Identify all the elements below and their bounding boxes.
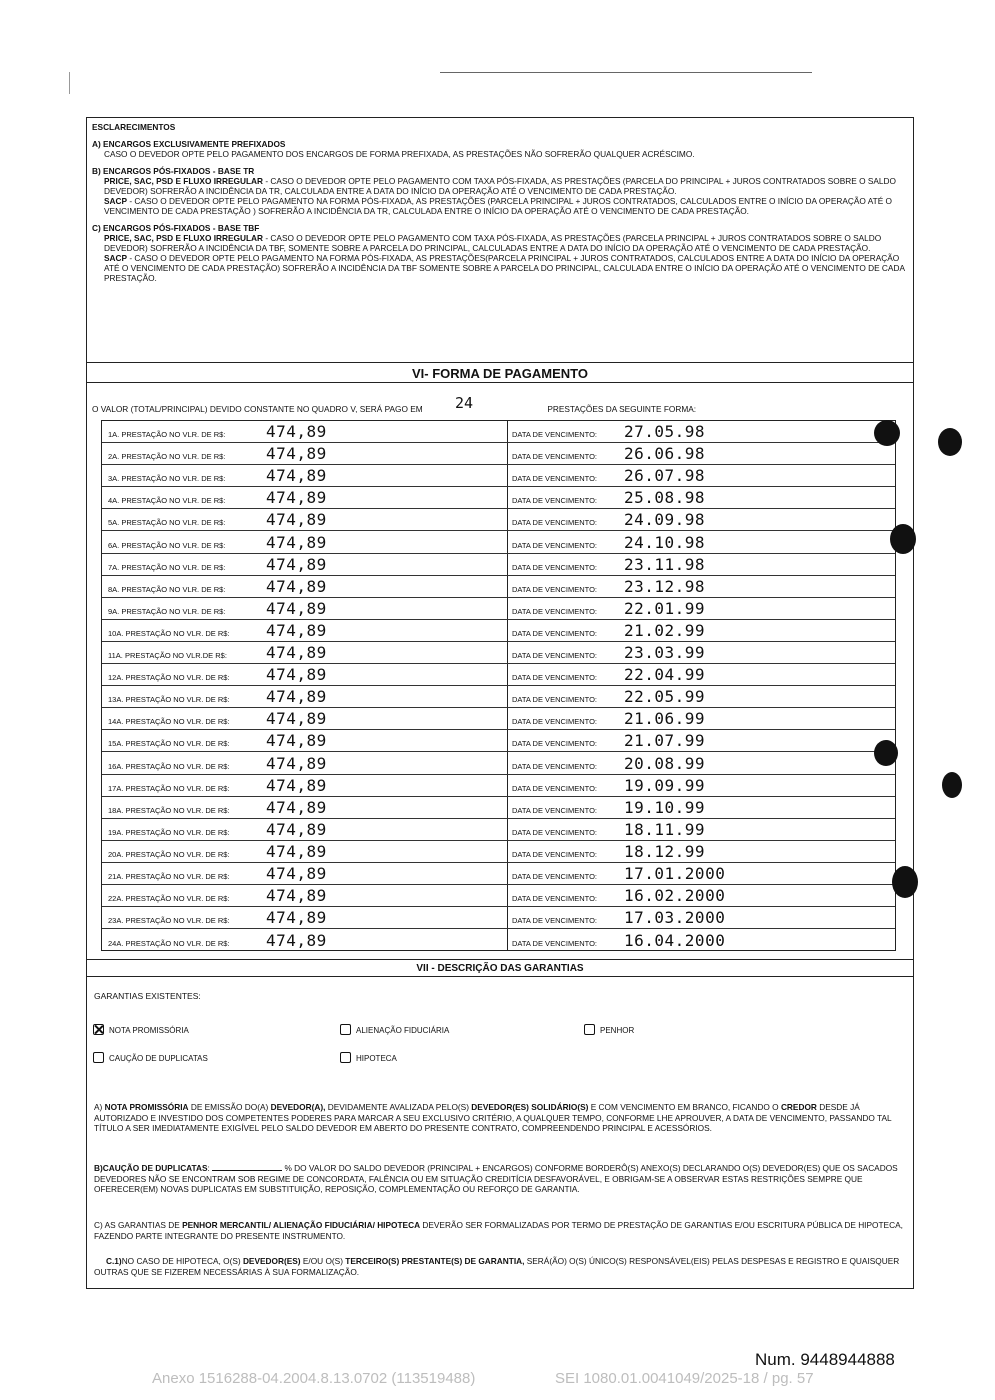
form-frame [86, 117, 914, 1289]
due-date-label: DATA DE VENCIMENTO: [512, 805, 598, 815]
encargos-tbf-sacp-paragraph [92, 253, 907, 283]
installment-row [102, 885, 895, 907]
due-date-label: DATA DE VENCIMENTO: [512, 496, 598, 506]
checkbox-hipoteca[interactable] [340, 1052, 397, 1063]
punch-hole-mark [892, 866, 918, 898]
installment-label: 12A. PRESTAÇÃO NO VLR. DE R$: [108, 673, 230, 683]
due-date-label: DATA DE VENCIMENTO: [512, 872, 598, 882]
installment-row [102, 487, 895, 509]
installment-row [102, 532, 895, 554]
installment-row [102, 686, 895, 708]
due-date-label: DATA DE VENCIMENTO: [512, 783, 598, 793]
installment-value: 474,89 [266, 886, 327, 906]
clause-text: DEVERÃO SER FORMALIZADAS POR TERMO DE PRESTAÇÃO DE GARANTIAS E/OU ESCRITURA PÚBLICA DE HIPOTECA, FAZENDO PARTE INTEGRANTE DO PRESENTE INSTRUMENTO. [94, 1220, 903, 1241]
bold-term: DEVEDOR(ES) SOLIDÁRIO(S) [471, 1102, 589, 1112]
installment-row [102, 775, 895, 797]
left-scan-mark [69, 72, 70, 94]
encargos-tr-price-paragraph [92, 176, 907, 196]
clause-text: : [207, 1163, 210, 1173]
installment-value: 474,89 [266, 908, 327, 928]
installment-value: 474,89 [266, 665, 327, 685]
installment-label: 3A. PRESTAÇÃO NO VLR. DE R$: [108, 474, 226, 484]
installment-count: 24 [455, 394, 474, 412]
due-date-label: DATA DE VENCIMENTO: [512, 717, 598, 727]
price-text: - CASO O DEVEDOR OPTE PELO PAGAMENTO COM TAXA PÓS-FIXADA, AS PRESTAÇÕES (PARCELA PRINCIPAL + JUROS CONTRATADOS SOBRE O SALDO DEVEDOR) SOFRERÃO A INCIDÊNCIA DA TBF, SOMENTE SOBRE A PARCELA DO PRINCIPAL, CALCULADAS ENTRE A DATA DO INÍCIO DA OPERAÇÃO ATÉ O VENCIMENTO DE CADA PRESTAÇÃO. [104, 233, 882, 253]
sacp-label: SACP [104, 196, 128, 206]
checkbox-alienacao-fiduciaria[interactable] [340, 1024, 449, 1035]
checkbox-empty-icon [584, 1024, 595, 1035]
installment-value: 474,89 [266, 931, 327, 951]
punch-hole-mark [938, 428, 962, 456]
installment-row [102, 730, 895, 752]
garantia-b-paragraph [94, 1163, 907, 1195]
encargos-tr-title: B) ENCARGOS PÓS-FIXADOS - BASE TR [92, 166, 255, 176]
installment-value: 474,89 [266, 643, 327, 663]
punch-hole-mark [874, 420, 900, 446]
encargos-tr-sacp-paragraph [92, 196, 907, 216]
annex-reference: Anexo 1516288-04.2004.8.13.0702 (113519488) [152, 1370, 476, 1387]
clause-text: E/OU O(S) [300, 1256, 346, 1266]
due-date-value: 16.04.2000 [624, 931, 726, 951]
due-date-label: DATA DE VENCIMENTO: [512, 606, 598, 616]
installment-row [102, 664, 895, 686]
due-date-label: DATA DE VENCIMENTO: [512, 673, 598, 683]
clause-text: DEVIDAMENTE AVALIZADA PELO(S) [325, 1102, 472, 1112]
installment-row [102, 753, 895, 775]
due-date-value: 19.09.99 [624, 775, 706, 795]
encargos-tbf-title: C) ENCARGOS PÓS-FIXADOS - BASE TBF [92, 223, 260, 233]
installment-value: 474,89 [266, 576, 327, 596]
installment-label: 17A. PRESTAÇÃO NO VLR. DE R$: [108, 783, 230, 793]
installment-label: 9A. PRESTAÇÃO NO VLR. DE R$: [108, 606, 226, 616]
installment-label: 6A. PRESTAÇÃO NO VLR. DE R$: [108, 540, 226, 550]
bold-term: C.1) [106, 1256, 122, 1266]
due-date-label: DATA DE VENCIMENTO: [512, 894, 598, 904]
installment-row [102, 443, 895, 465]
installment-label: 13A. PRESTAÇÃO NO VLR. DE R$: [108, 695, 230, 705]
installment-label: 21A. PRESTAÇÃO NO VLR. DE R$: [108, 872, 230, 882]
installment-label: 10A. PRESTAÇÃO NO VLR. DE R$: [108, 628, 230, 638]
intro-before: O VALOR (TOTAL/PRINCIPAL) DEVIDO CONSTANTE NO QUADRO V, SERÁ PAGO EM [92, 404, 423, 414]
installment-row [102, 797, 895, 819]
due-date-value: 23.12.98 [624, 576, 706, 596]
checkbox-label: CAUÇÃO DE DUPLICATAS [109, 1054, 208, 1063]
checkbox-penhor[interactable] [584, 1024, 634, 1035]
checkbox-label: PENHOR [600, 1026, 635, 1035]
due-date-value: 23.11.98 [624, 554, 706, 574]
document-number: Num. 9448944888 [755, 1350, 895, 1369]
due-date-label: DATA DE VENCIMENTO: [512, 562, 598, 572]
installment-value: 474,89 [266, 687, 327, 707]
encargos-tbf-price-paragraph [92, 233, 907, 253]
due-date-value: 26.06.98 [624, 444, 706, 464]
due-date-value: 26.07.98 [624, 466, 706, 486]
bold-term: PENHOR MERCANTIL/ ALIENAÇÃO FIDUCIÁRIA/ HIPOTECA [182, 1220, 421, 1230]
installment-row [102, 642, 895, 664]
installment-label: 4A. PRESTAÇÃO NO VLR. DE R$: [108, 496, 226, 506]
punch-hole-mark [890, 524, 916, 554]
pagamento-intro [92, 394, 697, 416]
esclarecimentos-section [87, 118, 913, 365]
clause-text: DESDE JÁ AUTORIZADO E INVESTIDO DOS COMPETENTES PODERES PARA MARCAR A SEU EXCLUSIVO CRITÉRIO, A QUALQUER TEMPO, CONFORME LHE APROUVER, A DATA DE VENCIMENTO, PASSANDO TAL TÍTULO A SER IMEDIATAMENTE EXIGÍVEL PELO SALDO DEVEDOR EM ABERTO DO PRESENTE CONTRATO, COMPREENDENDO PRINCIPAL E ACESSÓRIOS. [94, 1102, 892, 1133]
installment-value: 474,89 [266, 510, 327, 530]
clause-prefix: A) [94, 1102, 105, 1112]
due-date-value: 19.10.99 [624, 797, 706, 817]
sacp-text: - CASO O DEVEDOR OPTE PELO PAGAMENTO NA FORMA PÓS-FIXADA, AS PRESTAÇÕES (PARCELA PRINCIPAL + JUROS CONTRATADOS, CALCULADOS ENTRE O INÍCIO DA OPERAÇÃO ATÉ O VENCIMENTO DE CADA PRESTAÇÃO ) SOFRERÃO A INCIDÊNCIA DA TR, CALCULADA ENTRE O INÍCIO DA OPERAÇÃO ATÉ O VENCIMENTO DE CADA PRESTAÇÃO. [104, 196, 892, 216]
installment-value: 474,89 [266, 532, 327, 552]
percent-blank[interactable] [212, 1170, 282, 1171]
price-label: PRICE, SAC, PSD E FLUXO IRREGULAR [104, 233, 264, 243]
installment-label: 22A. PRESTAÇÃO NO VLR. DE R$: [108, 894, 230, 904]
installment-label: 23A. PRESTAÇÃO NO VLR. DE R$: [108, 916, 230, 926]
due-date-value: 27.05.98 [624, 422, 706, 442]
installment-row [102, 708, 895, 730]
installment-value: 474,89 [266, 841, 327, 861]
divider [87, 382, 913, 383]
installment-label: 5A. PRESTAÇÃO NO VLR. DE R$: [108, 518, 226, 528]
installment-label: 7A. PRESTAÇÃO NO VLR. DE R$: [108, 562, 226, 572]
installment-row [102, 554, 895, 576]
encargos-prefixados-text: CASO O DEVEDOR OPTE PELO PAGAMENTO DOS ENCARGOS DE FORMA PREFIXADA, AS PRESTAÇÕES NÃO SOFRERÃO QUALQUER ACRÉSCIMO. [104, 149, 695, 159]
due-date-value: 21.02.99 [624, 620, 706, 640]
punch-hole-mark [942, 772, 962, 798]
installment-value: 474,89 [266, 422, 327, 442]
installment-row [102, 576, 895, 598]
installment-value: 474,89 [266, 620, 327, 640]
due-date-label: DATA DE VENCIMENTO: [512, 739, 598, 749]
clause-text: SERÁ(ÃO) O(S) ÚNICO(S) RESPONSÁVEL(EIS) PELAS DESPESAS E REGISTRO E QUAISQUER OUTRAS QUE SE FIZEREM NECESSÁRIAS À SUA FORMALIZAÇÃO. [94, 1256, 900, 1277]
due-date-label: DATA DE VENCIMENTO: [512, 761, 598, 771]
price-label: PRICE, SAC, PSD E FLUXO IRREGULAR [104, 176, 264, 186]
due-date-value: 24.09.98 [624, 510, 706, 530]
clause-text: DE EMISSÃO DO(A) [188, 1102, 271, 1112]
installment-label: 14A. PRESTAÇÃO NO VLR. DE R$: [108, 717, 230, 727]
garantia-a-paragraph [94, 1102, 907, 1134]
checkbox-caucao-duplicatas[interactable] [93, 1052, 208, 1063]
divider [87, 976, 913, 977]
due-date-value: 18.12.99 [624, 841, 706, 861]
due-date-label: DATA DE VENCIMENTO: [512, 452, 598, 462]
installment-value: 474,89 [266, 709, 327, 729]
due-date-label: DATA DE VENCIMENTO: [512, 651, 598, 661]
due-date-label: DATA DE VENCIMENTO: [512, 518, 598, 528]
due-date-label: DATA DE VENCIMENTO: [512, 540, 598, 550]
due-date-label: DATA DE VENCIMENTO: [512, 916, 598, 926]
clause-text: NO CASO DE HIPOTECA, O(S) [121, 1256, 243, 1266]
installment-label: 8A. PRESTAÇÃO NO VLR. DE R$: [108, 584, 226, 594]
due-date-value: 24.10.98 [624, 532, 706, 552]
due-date-value: 21.06.99 [624, 709, 706, 729]
checkbox-checked-icon [93, 1024, 104, 1035]
due-date-value: 22.04.99 [624, 665, 706, 685]
installment-row [102, 509, 895, 531]
bold-term: NOTA PROMISSÓRIA [104, 1102, 189, 1112]
checkbox-nota-promissoria[interactable] [93, 1024, 189, 1035]
due-date-value: 22.05.99 [624, 687, 706, 707]
installment-value: 474,89 [266, 444, 327, 464]
installment-label: 2A. PRESTAÇÃO NO VLR. DE R$: [108, 452, 226, 462]
esclarecimentos-title: ESCLARECIMENTOS [92, 122, 176, 132]
installment-value: 474,89 [266, 864, 327, 884]
installment-label: 19A. PRESTAÇÃO NO VLR. DE R$: [108, 827, 230, 837]
bold-term: DEVEDOR(ES) [242, 1256, 301, 1266]
installment-label: 11A. PRESTAÇÃO NO VLR.DE R$: [108, 651, 227, 661]
clause-text: C) AS GARANTIAS DE [94, 1220, 183, 1230]
installment-value: 474,89 [266, 753, 327, 773]
due-date-value: 23.03.99 [624, 643, 706, 663]
installment-label: 1A. PRESTAÇÃO NO VLR. DE R$: [108, 430, 226, 440]
installment-row [102, 421, 895, 443]
due-date-value: 25.08.98 [624, 488, 706, 508]
garantias-title: VII - DESCRIÇÃO DAS GARANTIAS [416, 963, 584, 974]
due-date-label: DATA DE VENCIMENTO: [512, 827, 598, 837]
installment-value: 474,89 [266, 488, 327, 508]
due-date-label: DATA DE VENCIMENTO: [512, 628, 598, 638]
garantia-c1-paragraph [94, 1256, 907, 1277]
checkbox-label: HIPOTECA [356, 1054, 397, 1063]
due-date-label: DATA DE VENCIMENTO: [512, 849, 598, 859]
installment-row [102, 841, 895, 863]
installment-row [102, 929, 895, 951]
checkbox-label: ALIENAÇÃO FIDUCIÁRIA [356, 1026, 450, 1035]
clause-text: % DO VALOR DO SALDO DEVEDOR (PRINCIPAL + ENCARGOS) CONFORME BORDERÔ(S) ANEXO(S) DECLARANDO O(S) DEVEDOR(ES) QUE OS SACADOS DEVEDORES NÃO SE ENCONTRAM SOB REGIME DE CONCORDATA, FALÊNCIA OU EM SITUAÇÃO CREDITÍCIA DESFAVORÁVEL, E OBRIGAM-SE A OBSERVAR ESTAS RESTRIÇÕES SEMPRE QUE OFERECER(EM) NOVAS DUPLICATAS EM SUBSTITUIÇÃO, REPOSIÇÃO, COMPLEMENTAÇÃO OU REFORÇO DE GARANTIA. [94, 1163, 898, 1194]
installment-value: 474,89 [266, 775, 327, 795]
due-date-value: 22.01.99 [624, 598, 706, 618]
sacp-text: - CASO O DEVEDOR OPTE PELO PAGAMENTO NA FORMA PÓS-FIXADA, AS PRESTAÇÕES(PARCELA PRINCIPAL + JUROS CONTRATADOS, CALCULADOS ENTRE A DATA DO INÍCIO DA OPERAÇÃO ATÉ O VENCIMENTO DE CADA PRESTAÇÃO) SOFRERÃO A INCIDÊNCIA DA TBF SOMENTE SOBRE A PARCELA DO PRINCIPAL, CALCULADA ENTRE O INÍCIO DA OPERAÇÃO ATÉ O VENCIMENTO DE CADA PRESTAÇÃO. [104, 253, 905, 283]
installment-row [102, 465, 895, 487]
checkbox-empty-icon [340, 1024, 351, 1035]
installment-value: 474,89 [266, 554, 327, 574]
installment-row [102, 598, 895, 620]
encargos-prefixados-title: A) ENCARGOS EXCLUSIVAMENTE PREFIXADOS [92, 139, 286, 149]
price-text: - CASO O DEVEDOR OPTE PELO PAGAMENTO COM TAXA PÓS-FIXADA, AS PRESTAÇÕES (PARCELA DO PRINCIPAL + JUROS CONTRATADOS SOBRE O SALDO DEVEDOR) SOFRERÃO A INCIDÊNCIA DA TR, CALCULADA ENTRE A DATA DO INÍCIO DA OPERAÇÃO ATÉ O VENCIMENTO DE CADA PRESTAÇÃO. [104, 176, 896, 196]
installment-value: 474,89 [266, 466, 327, 486]
bold-term: TERCEIRO(S) PRESTANTE(S) DE GARANTIA, [345, 1256, 525, 1266]
installment-row [102, 819, 895, 841]
clause-text: E COM VENCIMENTO EM BRANCO, FICANDO O [588, 1102, 781, 1112]
sacp-label: SACP [104, 253, 128, 263]
installment-label: 18A. PRESTAÇÃO NO VLR. DE R$: [108, 805, 230, 815]
installment-value: 474,89 [266, 598, 327, 618]
garantias-existentes-label: GARANTIAS EXISTENTES: [94, 991, 201, 1001]
installment-row [102, 620, 895, 642]
bold-term: B)CAUÇÃO DE DUPLICATAS [94, 1163, 208, 1173]
due-date-value: 21.07.99 [624, 731, 706, 751]
forma-pagamento-title: VI- FORMA DE PAGAMENTO [412, 366, 588, 381]
checkbox-label: NOTA PROMISSÓRIA [109, 1026, 189, 1035]
due-date-value: 20.08.99 [624, 753, 706, 773]
installment-value: 474,89 [266, 797, 327, 817]
punch-hole-mark [874, 740, 898, 766]
installment-label: 24A. PRESTAÇÃO NO VLR. DE R$: [108, 939, 230, 949]
garantia-c-paragraph [94, 1220, 907, 1241]
divider [87, 362, 913, 363]
installment-label: 15A. PRESTAÇÃO NO VLR. DE R$: [108, 739, 230, 749]
installment-value: 474,89 [266, 731, 327, 751]
installment-label: 20A. PRESTAÇÃO NO VLR. DE R$: [108, 849, 230, 859]
checkbox-empty-icon [340, 1052, 351, 1063]
due-date-label: DATA DE VENCIMENTO: [512, 695, 598, 705]
due-date-value: 18.11.99 [624, 819, 706, 839]
due-date-value: 16.02.2000 [624, 886, 726, 906]
installment-row [102, 907, 895, 929]
intro-after: PRESTAÇÕES DA SEGUINTE FORMA: [547, 404, 697, 414]
due-date-label: DATA DE VENCIMENTO: [512, 584, 598, 594]
due-date-label: DATA DE VENCIMENTO: [512, 430, 598, 440]
sei-reference: SEI 1080.01.0041049/2025-18 / pg. 57 [555, 1370, 814, 1387]
due-date-label: DATA DE VENCIMENTO: [512, 939, 598, 949]
installments-table [101, 420, 896, 951]
due-date-value: 17.01.2000 [624, 864, 726, 884]
installment-row [102, 863, 895, 885]
installment-value: 474,89 [266, 819, 327, 839]
bold-term: CREDOR [780, 1102, 817, 1112]
installment-label: 16A. PRESTAÇÃO NO VLR. DE R$: [108, 761, 230, 771]
bold-term: DEVEDOR(A), [270, 1102, 326, 1112]
checkbox-empty-icon [93, 1052, 104, 1063]
due-date-value: 17.03.2000 [624, 908, 726, 928]
top-scan-line [440, 72, 812, 73]
due-date-label: DATA DE VENCIMENTO: [512, 474, 598, 484]
divider [87, 959, 913, 960]
